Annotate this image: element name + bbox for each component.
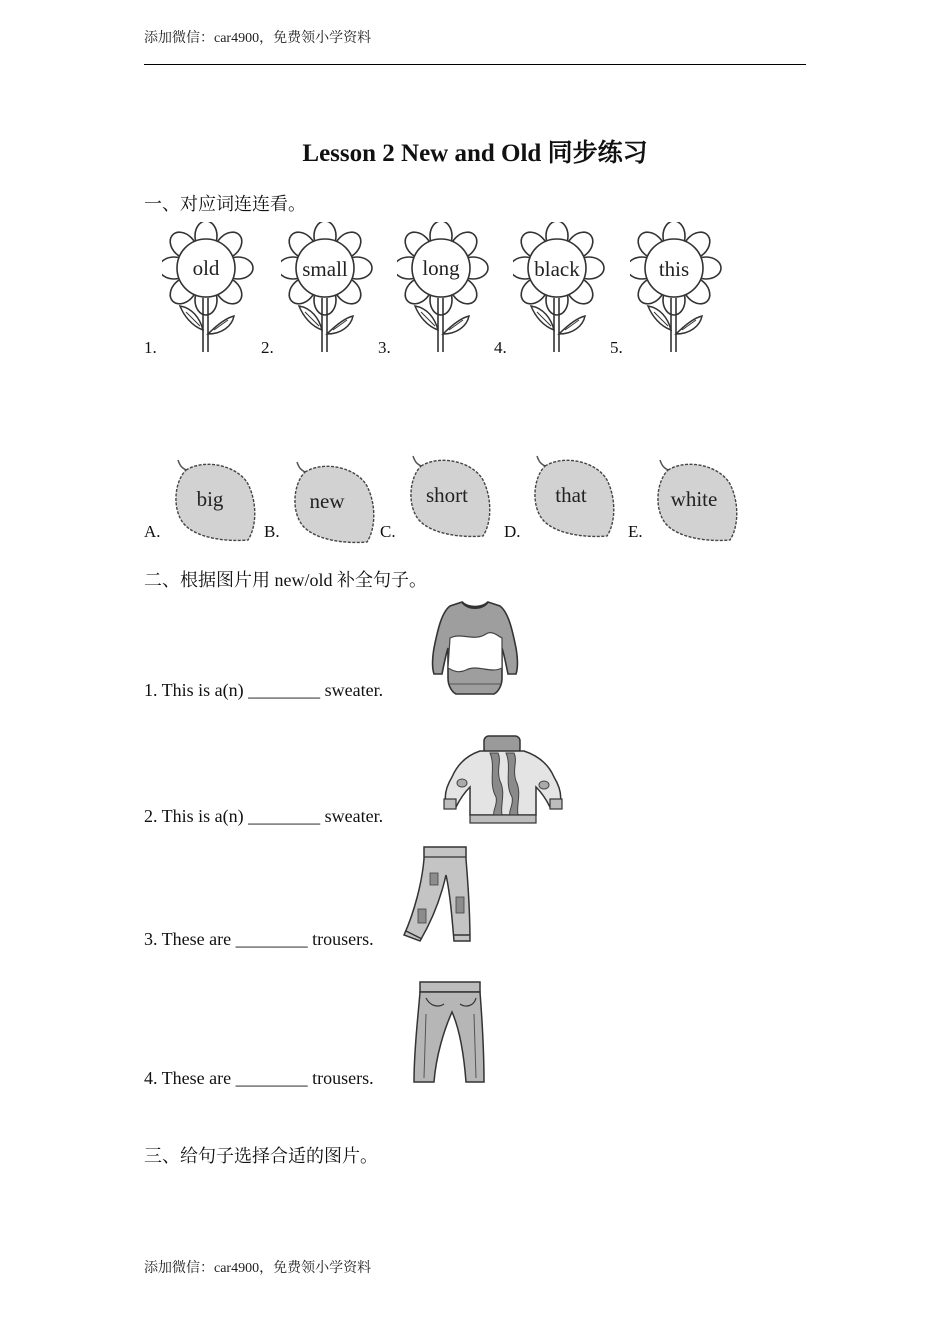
leaf-word: white xyxy=(670,487,718,511)
flower-image xyxy=(397,222,489,354)
flower-word: long xyxy=(422,256,460,280)
flower-word: old xyxy=(192,256,220,280)
old-sweater-image xyxy=(440,733,566,825)
section3-heading: 三、给句子选择合适的图片。 xyxy=(144,1146,378,1166)
leaf-letter: B. xyxy=(264,522,280,541)
leaf-letter: D. xyxy=(504,522,521,541)
leaf-word: big xyxy=(196,487,224,511)
leaf-letter: A. xyxy=(144,522,161,541)
flower-image xyxy=(162,222,254,354)
flower-word: black xyxy=(534,257,580,281)
leaf-letter: E. xyxy=(628,522,643,541)
sentence-item: 1. This is a(n) ________ sweater. xyxy=(144,680,384,700)
leaf-image xyxy=(401,454,497,540)
flower-word: small xyxy=(302,257,348,281)
new-sweater-image xyxy=(428,598,522,698)
flower-image xyxy=(281,222,373,354)
header-divider xyxy=(144,64,806,65)
leaf-word: new xyxy=(309,489,345,513)
flower-image xyxy=(513,222,605,354)
leaf-image xyxy=(525,454,621,540)
leaf-image xyxy=(648,458,744,544)
flower-number: 2. xyxy=(261,338,274,357)
leaf-image xyxy=(166,458,262,544)
leaf-word: that xyxy=(555,483,587,507)
header-note: 添加微信：car4900，免费领小学资料 xyxy=(144,31,372,46)
section2-heading: 二、根据图片用 new/old 补全句子。 xyxy=(144,570,427,590)
flower-number: 4. xyxy=(494,338,507,357)
flower-number: 3. xyxy=(378,338,391,357)
page-title: Lesson 2 New and Old 同步练习 xyxy=(302,140,648,167)
sentence-item: 2. This is a(n) ________ sweater. xyxy=(144,806,384,826)
flower-number: 1. xyxy=(144,338,157,357)
flower-word: this xyxy=(658,257,690,281)
section1-heading: 一、对应词连连看。 xyxy=(144,194,306,214)
footer-note: 添加微信：car4900，免费领小学资料 xyxy=(144,1261,372,1276)
new-trousers-image xyxy=(404,978,486,1088)
sentence-item: 4. These are ________ trousers. xyxy=(144,1068,374,1088)
flower-image xyxy=(630,222,722,354)
sentence-item: 3. These are ________ trousers. xyxy=(144,929,374,949)
old-trousers-image xyxy=(400,843,476,949)
leaf-image xyxy=(285,460,381,546)
leaf-letter: C. xyxy=(380,522,396,541)
flower-number: 5. xyxy=(610,338,623,357)
leaf-word: short xyxy=(426,483,468,507)
